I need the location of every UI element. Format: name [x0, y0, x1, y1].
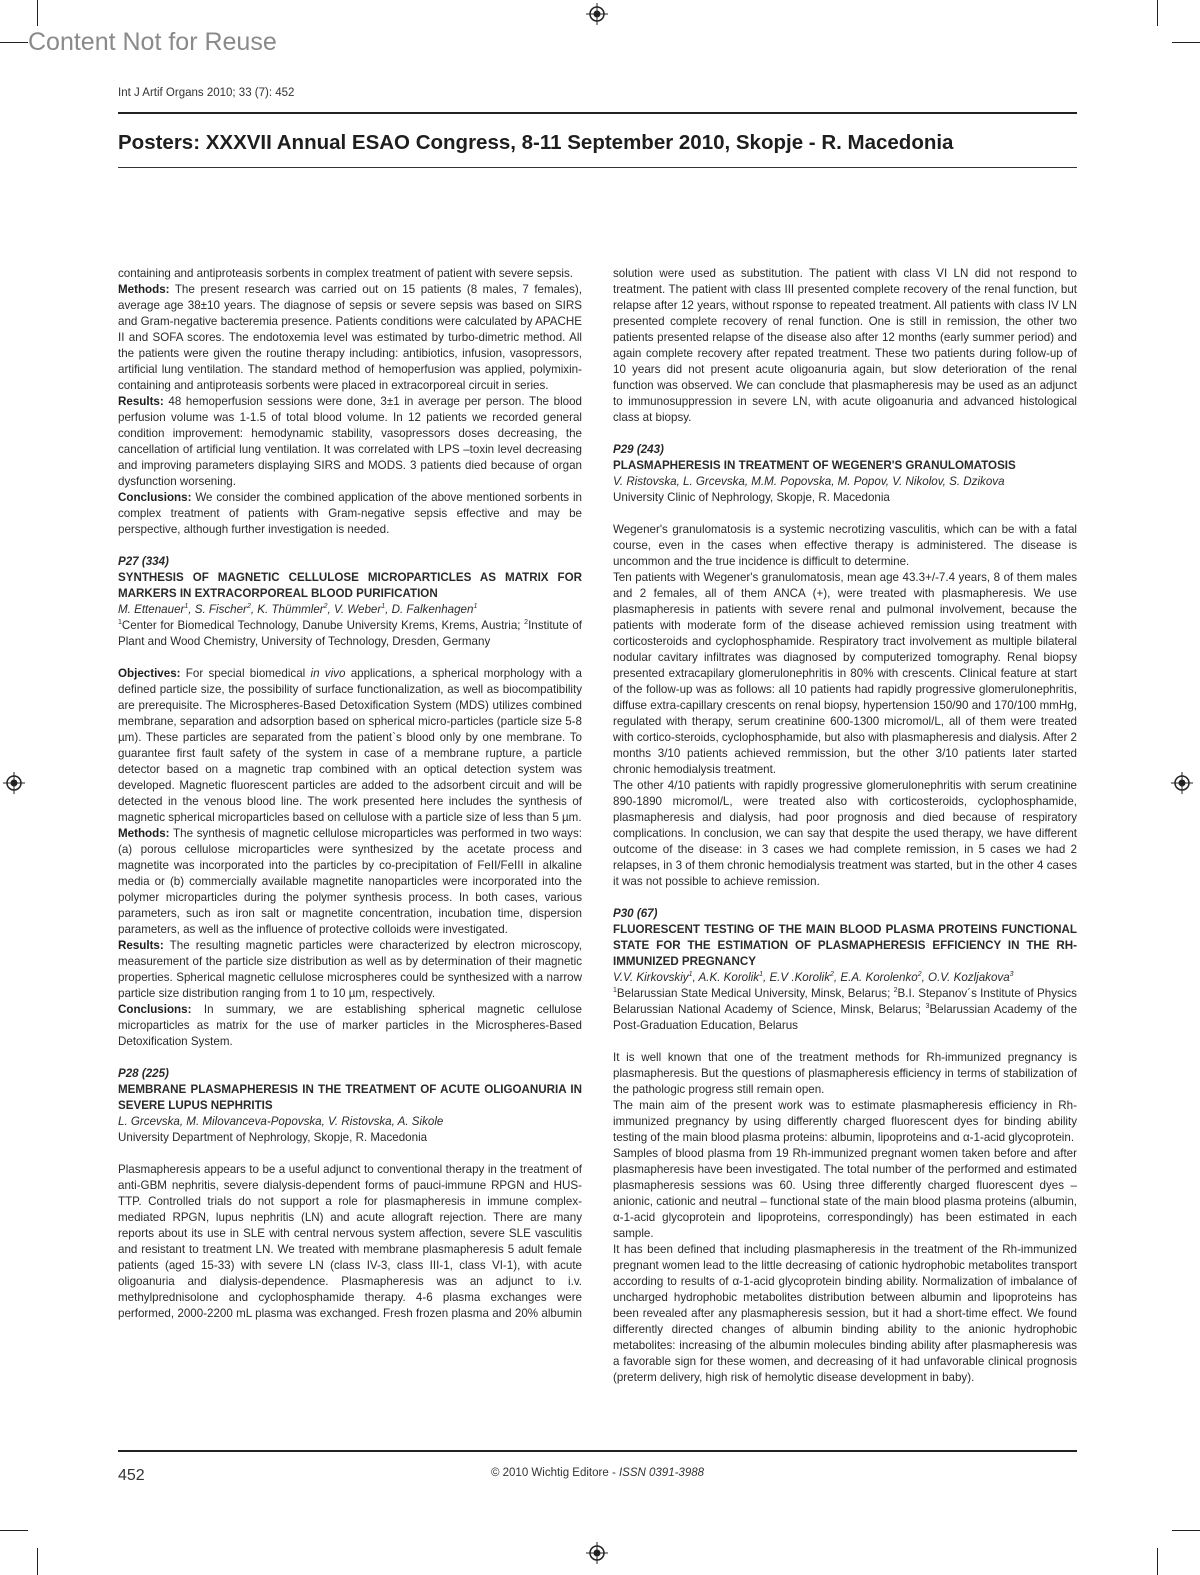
text-run: , E.A. Korolenko: [833, 971, 918, 984]
section-label: Objectives:: [118, 667, 181, 680]
affiliations: [118, 618, 582, 650]
watermark: Content Not for Reuse: [28, 28, 277, 56]
author-list: [613, 970, 1077, 986]
paragraph-gap: [613, 426, 1077, 442]
author-list: [118, 1114, 582, 1130]
paragraph: [613, 570, 1077, 778]
text-run: Belarussian State Medical University, Minsk, Belarus;: [616, 987, 894, 1000]
text-run: It has been defined that including plasmapheresis in the treatment of the Rh-immunized pregnant women lead to the little decreasing of cationic hydrophobic metabolites transport according to results of α-1-acid glycoprotein binding ability. Normalization of imbalance of uncharged hydrophobic metabolites distribution between albumin and lipoproteins has been revealed after any plasmapheresis session, but it had a short-time effect. We found differently directed changes of albumin binding ability to the anionic hydrophobic metabolites: increasing of the albumin molecules binding ability after plasmapheresis was a favorable sign for these women, and decreasing of it had unfavorable clinical prognosis (preterm delivery, high risk of hemolytic disease development in baby).: [613, 1243, 1077, 1384]
superscript: 2: [246, 603, 251, 611]
paragraph: [118, 282, 582, 394]
text-run: SYNTHESIS OF MAGNETIC CELLULOSE MICROPARTICLES AS MATRIX FOR MARKERS IN EXTRACORPOREAL BLOOD PURIFICATION: [118, 571, 582, 600]
abstract-code: [118, 1066, 582, 1082]
text-run: Belarussian Academy of the Post-Graduation Education, Belarus: [613, 1003, 1078, 1032]
section-label: Results:: [118, 939, 164, 952]
text-run: solution were used as substitution. The patient with class VI LN did not respond to treatment. The patient with class III presented complete recovery of the renal function, but relapse after 12 years, without rsponse to repeated treatment. All patients with class IV LN presented complete recovery of renal function. One is still in remission, the other two patients presented relapse of the disease also after 12 months (early summer period) and again complete recovery after repated treatment. These two patients during follow-up of 10 years did not present acute oligoanuria again, but slow deterioration of the renal function was observed. We can conclude that plasmapheresis may be used as an adjunct to immunosuppression in severe LN, with acute oligoanuria and advanced histological class at biopsy.: [613, 267, 1077, 424]
text-run: For special biomedical: [180, 667, 311, 680]
text-run: Institute of Plant and Wood Chemistry, University of Technology, Dresden, Germany: [118, 619, 582, 648]
abstract-title: [613, 458, 1077, 474]
text-run: FLUORESCENT TESTING OF THE MAIN BLOOD PLASMA PROTEINS FUNCTIONAL STATE FOR THE ESTIMATION OF PLASMAPHERESIS EFFICIENCY IN THE RH- IMMUNIZED PREGNANCY: [613, 923, 1077, 968]
paragraph-gap: [613, 1034, 1077, 1050]
abstract-code: [613, 906, 1077, 922]
paragraph: [118, 394, 582, 490]
text-run: P30 (67): [613, 907, 658, 920]
abstract-code: [118, 554, 582, 570]
paragraph-gap: [118, 1050, 582, 1066]
abstract-title: [118, 1082, 582, 1114]
superscript: 3: [1009, 971, 1014, 979]
text-run: , D. Falkenhagen: [385, 603, 474, 616]
paragraph: [613, 778, 1077, 890]
crop-mark: [37, 1548, 38, 1575]
abstract-title: [118, 570, 582, 602]
paragraph: [118, 1002, 582, 1050]
paragraph-gap: [118, 650, 582, 666]
header-rule: [118, 112, 1077, 114]
text-run: University Clinic of Nephrology, Skopje, R. Macedonia: [613, 491, 890, 504]
text-run: containing and antiproteasis sorbents in complex treatment of patient with severe sepsis.: [118, 267, 573, 280]
crop-mark: [1172, 1530, 1200, 1531]
paragraph: [118, 266, 582, 282]
page-number: 452: [118, 1467, 145, 1484]
abstract-code: [613, 442, 1077, 458]
footer-rule: [118, 1450, 1077, 1452]
text-run: , A.K. Korolik: [692, 971, 760, 984]
paragraph: [118, 826, 582, 938]
text-run: Center for Biomedical Technology, Danube University Krems, Krems, Austria;: [121, 619, 525, 632]
running-head: Int J Artif Organs 2010; 33 (7): 452: [118, 87, 295, 99]
superscript: 2: [917, 971, 922, 979]
registration-mark-icon: [3, 772, 25, 794]
text-run: L. Grcevska, M. Milovanceva-Popovska, V. Ristovska, A. Sikole: [118, 1115, 444, 1128]
superscript: 1: [473, 603, 478, 611]
paragraph: [118, 938, 582, 1002]
superscript: 1: [381, 603, 386, 611]
text-run: , O.V. Kozljakova: [921, 971, 1010, 984]
text-run: Samples of blood plasma from 19 Rh-immunized pregnant women taken before and after plasmapheresis have been investigated. The total number of the performed and estimated plasmapheresis sessions was 60. Using three differently charged fluorescent dyes – anionic, cationic and neutral – functional state of the main blood plasma proteins (albumin, α-1-acid glycoprotein and lipoproteins, correspondingly) has been estimated in each sample.: [613, 1147, 1077, 1240]
paragraph: [613, 1098, 1077, 1146]
text-run: University Department of Nephrology, Skopje, R. Macedonia: [118, 1131, 428, 1144]
paragraph: [613, 1050, 1077, 1098]
paragraph: [613, 1242, 1077, 1386]
text-run: Ten patients with Wegener's granulomatosis, mean age 43.3+/-7.4 years, 8 of them males and 2 females, all of them ANCA (+), were treated with plasmapheresis. We use plasmapheresis in patients with severe renal and pulmonal involvement, because the patients with moderate form of the disease achieved remission using treatment with corticosteroids and cyclophosphamide. Respiratory tract involvement as multiple bilateral nodular cavitary infiltrates was diagnosed by computerized tomography. Renal biopsy presented extracapilary glomerulonephritis in 80% with crescents. Clinical feature at start of the follow-up was as follows: all 10 patients had rapidly progressive glomerulonephritis, diffuse extra-capillary crescents on renal biopsy, hypertension 150/90 and 170/100 mmHg, regulated with therapy, serum creatinine 600-1300 micromol/L, all of them were treated with cortico-steroids, cyclophosphamide, but also with plasmapheresis and dialysis. After 2 months 3/10 patients achieved remmission, but the other 3/10 patients later started chronic hemodialysis treatment.: [613, 571, 1077, 776]
affiliations: [613, 986, 1077, 1034]
text-run: , S. Fischer: [188, 603, 247, 616]
text-run: MEMBRANE PLASMAPHERESIS IN THE TREATMENT OF ACUTE OLIGOANURIA IN SEVERE LUPUS NEPHRITIS: [118, 1083, 582, 1112]
text-run: P27 (334): [118, 555, 169, 568]
text-run: P29 (243): [613, 443, 664, 456]
header-rule: [118, 167, 1077, 168]
text-column-right: [613, 266, 1077, 1386]
registration-mark-icon: [1171, 772, 1193, 794]
superscript: 1: [118, 619, 122, 627]
paragraph-gap: [118, 538, 582, 554]
paragraph-gap: [613, 890, 1077, 906]
author-list: [613, 474, 1077, 490]
text-run: B.I. Stepanov´s Institute of Physics Belarussian National Academy of Science, Minsk, Belarus;: [613, 987, 1077, 1016]
text-run: We consider the combined application of the above mentioned sorbents in complex treatment of patients with Gram-negative sepsis effective and may be perspective, although further investigation is needed.: [118, 491, 582, 536]
superscript: 1: [184, 603, 189, 611]
paragraph: [118, 1162, 582, 1322]
paragraph-gap: [118, 1146, 582, 1162]
section-label: Results:: [118, 395, 164, 408]
registration-mark-icon: [586, 3, 608, 25]
paragraph: [613, 1146, 1077, 1242]
crop-mark: [1172, 42, 1200, 43]
paragraph: [118, 490, 582, 538]
crop-mark: [0, 42, 28, 43]
text-run: Plasmapheresis appears to be a useful adjunct to conventional therapy in the treatment of anti-GBM nephritis, severe dialysis-dependent forms of pauci-immune RPGN and HUS-TTP. Controlled trials do not support a role for plasmapheresis in immune complex-mediated RPGN, lupus nephritis (LN) and acute allograft rejection. There are many reports about its use in SLE with central nervous system affection, severe SLE vasculitis and resistant to treatment LN. We treated with membrane plasmapheresis 5 adult female patients (aged 15-33) with severe LN (class IV-3, class III-1, class VI-1), with acute oligoanuria and dialysis-dependence. Plasmapheresis was an adjunct to i.v. methylprednisolone and cyclophosphamide therapy. 4-6 plasma exchanges were performed, 2000-2200 mL plasma was exchanged. Fresh frozen plasma and 20% albumin: [118, 1163, 582, 1320]
registration-mark-icon: [586, 1542, 608, 1564]
text-run: V.V. Kirkovskiy: [613, 971, 689, 984]
superscript: 2: [524, 619, 529, 627]
author-list: [118, 602, 582, 618]
section-label: Methods:: [118, 283, 170, 296]
crop-mark: [1157, 1548, 1158, 1575]
text-run: 48 hemoperfusion sessions were done, 3±1 in average per person. The blood perfusion volume was 1-1.5 of total blood volume. In 12 patients we recorded general condition improvement: hemodynamic stability, vasopressors doses decreasing, the cancellation of artificial lung ventilation. It was correlated with LPS –toxin level decreasing and improving parameters displaying SIRS and MODS. 3 patients died because of organ dysfunction worsening.: [118, 395, 582, 488]
crop-mark: [1157, 0, 1158, 26]
text-run: The present research was carried out on 15 patients (8 males, 7 females), average age 38±10 years. The diagnose of sepsis or severe sepsis was based on SIRS and Gram-negative bacteremia presence. Patients conditions were calculated by APACHE II and SOFA scores. The endotoxemia level was estimated by turbo-dimetric method. All the patients were given the routine therapy including: antibiotics, infusion, vasopressors, artificial lung ventilation. The standard method of hemoperfusion was applied, polymixin-containing and antiproteasis sorbents were placed in extracorporeal circuit in series.: [118, 283, 582, 392]
text-run: The resulting magnetic particles were characterized by electron microscopy, measurement of the particle size distribution as well as by determination of their magnetic properties. Spherical magnetic cellulose microspheres could be synthesized with a narrow particle size distribution ranging from 1 to 10 µm, respectively.: [118, 939, 582, 1000]
text-run: In summary, we are establishing spherical magnetic cellulose microparticles as matrix for the use of marker particles in the Microspheres-Based Detoxification System.: [118, 1003, 582, 1048]
superscript: 2: [323, 603, 328, 611]
superscript: 1: [613, 987, 617, 995]
abstract-title: [613, 922, 1077, 970]
text-run: V. Ristovska, L. Grcevska, M.M. Popovska, M. Popov, V. Nikolov, S. Dzikova: [613, 475, 1005, 488]
text-run: It is well known that one of the treatment methods for Rh-immunized pregnancy is plasmapheresis. But the questions of plasmapheresis efficiency in terms of stabilization of the pathologic progress still remain open.: [613, 1051, 1077, 1096]
text-run: in vivo: [310, 667, 346, 680]
text-run: , E.V .Korolik: [763, 971, 831, 984]
text-run: applications, a spherical morphology with a defined particle size, the possibility of surface functionalization, as well as biocompatibility are prerequisite. The Microspheres-Based Detoxification System (MDS) utilizes combined membrane, separation and adsorption based on spherical micro-particles (particle size 5-8 µm). These particles are separated from the patient`s blood only by one membrane. To guarantee first fault safety of the system in case of a membrane rupture, a particle detector based on a magnetic trap combined with an optical detection system was developed. Magnetic fluorescent particles are added to the adsorbent circuit and will be detected in the venous blood line. The work presented here includes the synthesis of magnetic spherical microparticles based on cellulose with a particle size of less than 5 µm.: [118, 667, 582, 824]
text-column-left: [118, 266, 582, 1322]
text-run: PLASMAPHERESIS IN TREATMENT OF WEGENER'S GRANULOMATOSIS: [613, 459, 1016, 472]
paragraph-gap: [613, 506, 1077, 522]
superscript: 2: [830, 971, 834, 979]
paragraph: [613, 266, 1077, 426]
text-run: , V. Weber: [327, 603, 382, 616]
text-run: The other 4/10 patients with rapidly progressive glomerulonephritis with serum creatinine 890-1890 micromol/L, were treated also with corticosteroids, cyclophosphamide, plasmapheresis and dialysis, had poor prognosis and died because of respiratory complications. In conclusion, we can say that despite the used therapy, we have different outcome of the disease: in 3 cases we had complete remission, in 5 cases we had 2 relapses, in 3 of them chronic hemodialysis treatment was started, but in the other 4 cases it was not possible to achieve remission.: [613, 779, 1077, 888]
text-run: P28 (225): [118, 1067, 169, 1080]
affiliations: [613, 490, 1077, 506]
copyright-text: © 2010 Wichtig Editore -: [490, 1467, 619, 1479]
superscript: 2: [893, 987, 898, 995]
section-label: Conclusions:: [118, 1003, 192, 1016]
affiliations: [118, 1130, 582, 1146]
section-title: Posters: XXXVII Annual ESAO Congress, 8-11 September 2010, Skopje - R. Macedonia: [118, 131, 954, 154]
copyright: [0, 1467, 1195, 1479]
superscript: 3: [925, 1003, 930, 1011]
text-run: , K. Thümmler: [250, 603, 324, 616]
crop-mark: [37, 0, 38, 26]
paragraph: [613, 522, 1077, 570]
paragraph: [118, 666, 582, 826]
superscript: 1: [688, 971, 693, 979]
superscript: 1: [759, 971, 763, 979]
text-run: The synthesis of magnetic cellulose microparticles was performed in two ways: (a) porous cellulose microparticles were synthesized by the acetate process and magnetite was incorporated into the particles by co-precipitation of FeII/FeIII in alkaline media or (b) commercially available magnetite nanoparticles were incorporated into the polymer microparticles during the polymer synthesis process. In both cases, various parameters, such as iron salt or magnetite concentration, incubation time, dispersion parameters, as well as the influence of protective colloids were investigated.: [118, 827, 582, 936]
text-run: M. Ettenauer: [118, 603, 185, 616]
crop-mark: [0, 1530, 28, 1531]
section-label: Conclusions:: [118, 491, 192, 504]
text-run: The main aim of the present work was to estimate plasmapheresis efficiency in Rh-immunized pregnancy by using differently charged fluorescent dyes for binding ability testing of the main blood plasma proteins: albumin, lipoproteins and α-1-acid glycoprotein.: [613, 1099, 1077, 1144]
text-run: Wegener's granulomatosis is a systemic necrotizing vasculitis, which can be with a fatal course, even in the cases when effective therapy is administered. The disease is uncommon and the true incidence is difficult to determine.: [613, 523, 1077, 568]
section-label: Methods:: [118, 827, 170, 840]
issn: ISSN 0391-3988: [618, 1467, 705, 1479]
